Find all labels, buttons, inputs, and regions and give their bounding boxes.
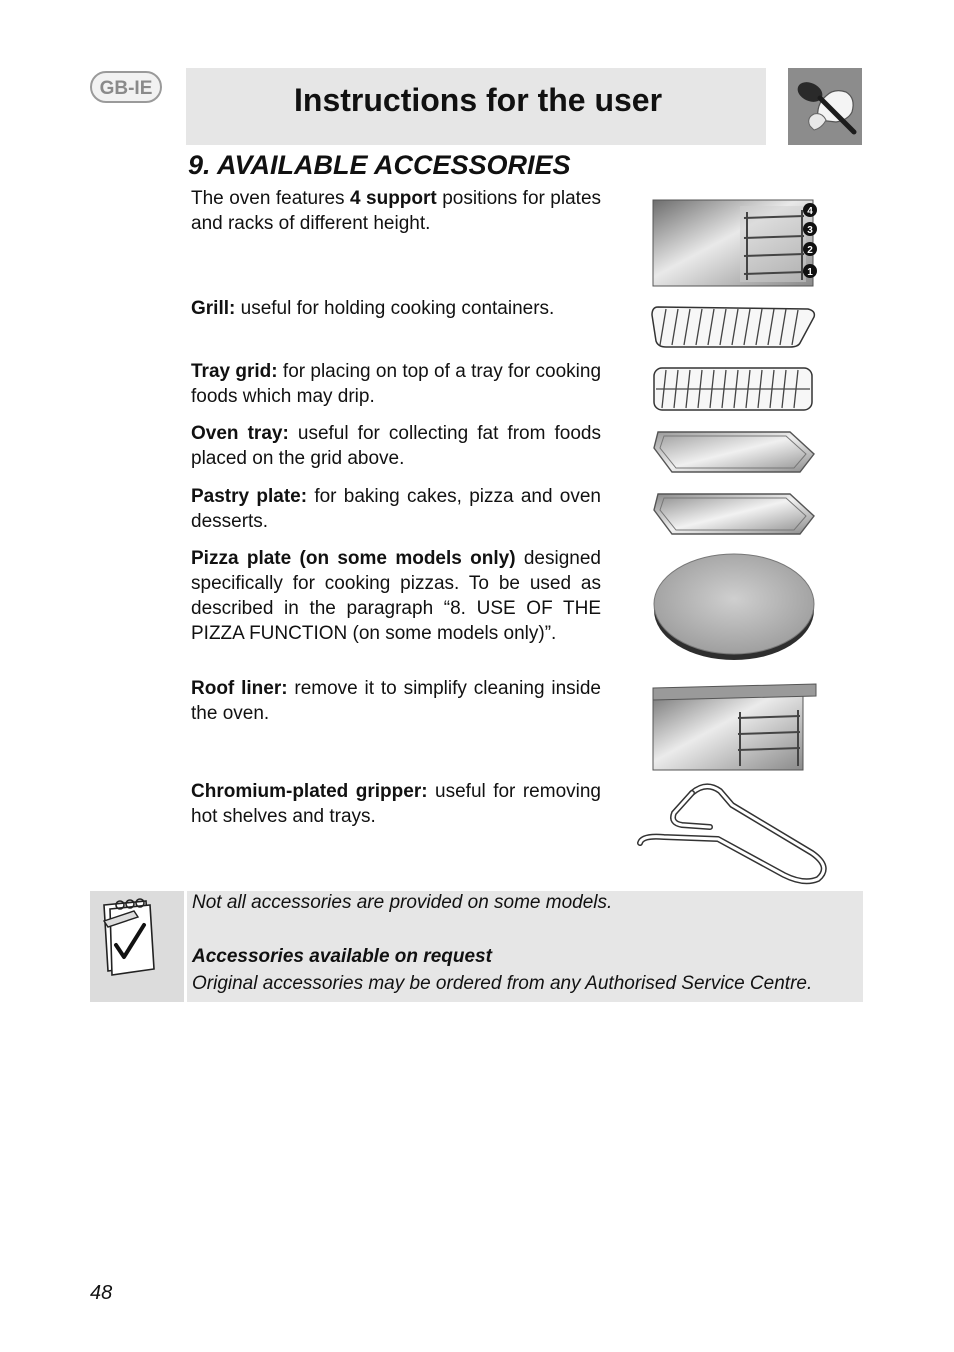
accessory-gripper: Chromium-plated gripper: useful for removing hot shelves and trays. <box>191 781 601 827</box>
oven-tray-image <box>650 428 818 481</box>
intro-paragraph: The oven features 4 support positions for plates and racks of different height. <box>191 188 602 234</box>
note-heading: Accessories available on request <box>192 946 492 967</box>
note-line: Original accessories may be ordered from any Authorised Service Centre. <box>192 973 813 994</box>
tray-grid-image <box>650 364 818 419</box>
page-title: Instructions for the user <box>294 82 663 118</box>
accessory-grill: Grill: useful for holding cooking containers. <box>191 298 555 319</box>
page-number: 48 <box>90 1282 113 1304</box>
support-level-label: 3 <box>807 225 813 236</box>
accessory-pizza-plate: Pizza plate (on some models only) designed specifically for cooking pizzas. To be used as described in the paragraph “8. USE OF THE PIZZA FUNCTION (on some models only)”. <box>191 548 601 644</box>
roof-liner-image <box>652 682 818 777</box>
gripper-image <box>634 783 834 890</box>
section-title: 9. AVAILABLE ACCESSORIES <box>188 150 571 180</box>
support-level-label: 4 <box>807 206 813 217</box>
grill-image <box>650 303 818 356</box>
pastry-plate-image <box>650 490 818 543</box>
oven-supports-image <box>652 192 822 293</box>
accessory-roof-liner: Roof liner: remove it to simplify cleaning inside the oven. <box>191 678 601 724</box>
note-line: Not all accessories are provided on some models. <box>192 892 613 913</box>
language-badge: GB-IE <box>90 71 162 103</box>
support-level-label: 1 <box>807 267 813 278</box>
notepad-check-icon <box>90 891 184 1002</box>
pizza-plate-image <box>652 550 818 667</box>
accessory-pastry-plate: Pastry plate: for baking cakes, pizza and oven desserts. <box>191 486 601 532</box>
support-level-label: 2 <box>807 245 813 256</box>
accessory-tray-grid: Tray grid: for placing on top of a tray for cooking foods which may drip. <box>191 361 602 407</box>
note-text-area <box>187 891 863 1002</box>
chef-spoon-icon <box>788 68 862 145</box>
note-box <box>90 891 863 1002</box>
page-header <box>186 68 766 145</box>
accessory-oven-tray: Oven tray: useful for collecting fat from foods placed on the grid above. <box>191 423 601 469</box>
